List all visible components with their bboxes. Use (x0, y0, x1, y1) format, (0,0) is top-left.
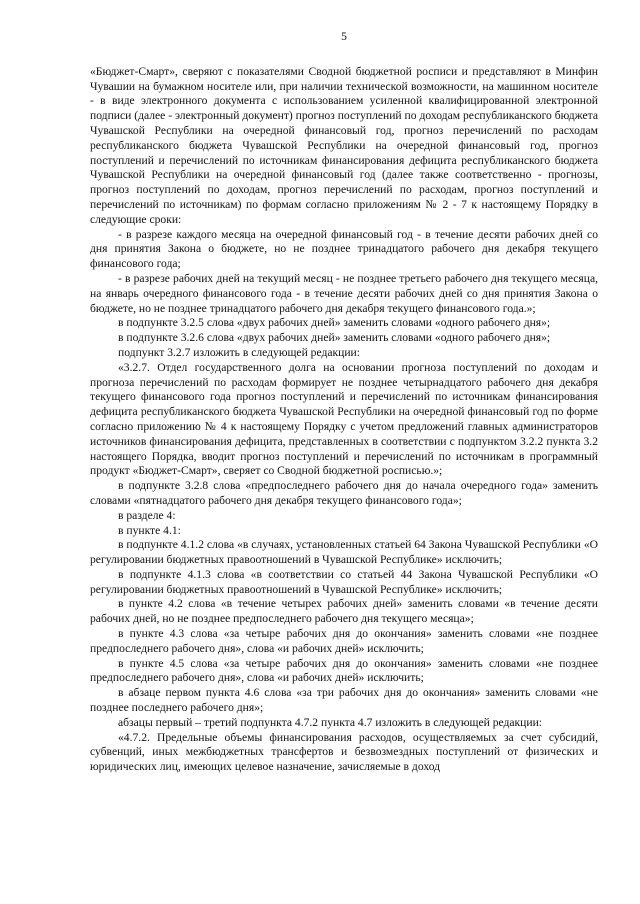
paragraph-9: в разделе 4: (118, 508, 176, 522)
paragraph-10: в пункте 4.1: (118, 523, 181, 537)
paragraph-3: - в разрезе рабочих дней на текущий месяц - не позднее третьего рабочего дня текущего месяца, на январь очередного финансового года - в течение десяти рабочих дней со дня принятия Закона о бюджете, но не позднее тринадцатого рабочего дня декабря текущего финансового года.»; (90, 271, 598, 315)
paragraph-15: в пункте 4.5 слова «за четыре рабочих дня до окончания» заменить словами «не позднее предпоследнего рабочего дня», слова «и рабочих дней» исключить; (90, 656, 598, 685)
paragraph-18: «4.7.2. Предельные объемы финансирования расходов, осуществляемых за счет субсидий, субвенций, иных межбюджетных трансфертов и безвозмездных поступлений от физических и юридических лиц, имеющих целевое назначение, зачисляемые в доход (90, 730, 598, 774)
paragraph-13: в пункте 4.2 слова «в течение четырех рабочих дней» заменить словами «в течение десяти рабочих дней, но не позднее предпоследнего рабочего дня текущего месяца»; (90, 597, 598, 626)
paragraph-14: в пункте 4.3 слова «за четыре рабочих дня до окончания» заменить словами «не позднее предпоследнего рабочего дня», слова «и рабочих дней» исключить; (90, 627, 598, 655)
paragraph-4: в подпункте 3.2.5 слова «двух рабочих дней» заменить словами «одного рабочего дня»; (118, 316, 551, 330)
page-number: 5 (341, 30, 347, 43)
paragraph-17: абзацы первый – третий подпункта 4.7.2 пункта 4.7 изложить в следующей редакции: (118, 715, 542, 729)
paragraph-6: подпункт 3.2.7 изложить в следующей редакции: (118, 345, 360, 359)
paragraph-7: «3.2.7. Отдел государственного долга на основании прогноза поступлений по доходам и прогноза перечислений по расходам формирует не позднее четырнадцатого рабочего дня декабря текущего финансового года прогноз поступлений и перечислений по источникам финансирования дефицита республиканского бюджета Чувашской Республики на очередной финансовый год по форме согласно приложению № 4 к настоящему Порядку с учетом предложений главных администраторов источников финансирования дефицита, представленных в соответствии с подпунктом 3.2.2 пункта 3.2 настоящего Порядка, вводит прогноз поступлений и перечислений по источникам в программный продукт «Бюджет-Смарт», сверяет со Сводной бюджетной росписью.»; (90, 360, 598, 478)
document-page (90, 30, 598, 775)
paragraph-12: в подпункте 4.1.3 слова «в соответствии со статьей 44 Закона Чувашской Республики «О регулировании бюджетных правоотношений в Чувашской Республике» исключить; (90, 567, 598, 596)
paragraph-5: в подпункте 3.2.6 слова «двух рабочих дней» заменить словами «одного рабочего дня»; (118, 331, 551, 345)
paragraph-2: - в разрезе каждого месяца на очередной финансовый год - в течение десяти рабочих дней со дня принятия Закона о бюджете, но не позднее тринадцатого рабочего дня декабря текущего финансового года; (90, 227, 598, 271)
paragraph-16: в абзаце первом пункта 4.6 слова «за три рабочих дня до окончания» заменить словами «не позднее последнего рабочего дня»; (90, 686, 598, 715)
paragraph-1: «Бюджет-Смарт», сверяют с показателями Сводной бюджетной росписи и представляют в Минфин Чувашии на бумажном носителе или, при наличии технической возможности, на машинном носителе - в виде электронного документа с использованием усиленной квалифицированной электронной подписи (далее - электронный документ) прогноз поступлений по доходам республиканского бюджета Чувашской Республики на очередной финансовый год, прогноз перечислений по расходам республиканского бюджета Чувашской Республики на очередной финансовый год, прогноз поступлений и перечислений по источникам финансирования дефицита республиканского бюджета Чувашской Республики на очередной финансовый год (далее также соответственно - прогнозы, прогноз поступлений по доходам, прогноз перечислений по расходам, прогноз поступлений и перечислений по источникам) по формам согласно приложениям № 2 - 7 к настоящему Порядку в следующие сроки: (90, 64, 598, 226)
paragraph-11: в подпункте 4.1.2 слова «в случаях, установленных статьей 64 Закона Чувашской Республики «О регулировании бюджетных правоотношений в Чувашской Республике» исключить; (90, 538, 598, 567)
paragraph-8: в подпункте 3.2.8 слова «предпоследнего рабочего дня до начала очередного года» заменить словами «пятнадцатого рабочего дня декабря текущего финансового года»; (90, 479, 598, 507)
